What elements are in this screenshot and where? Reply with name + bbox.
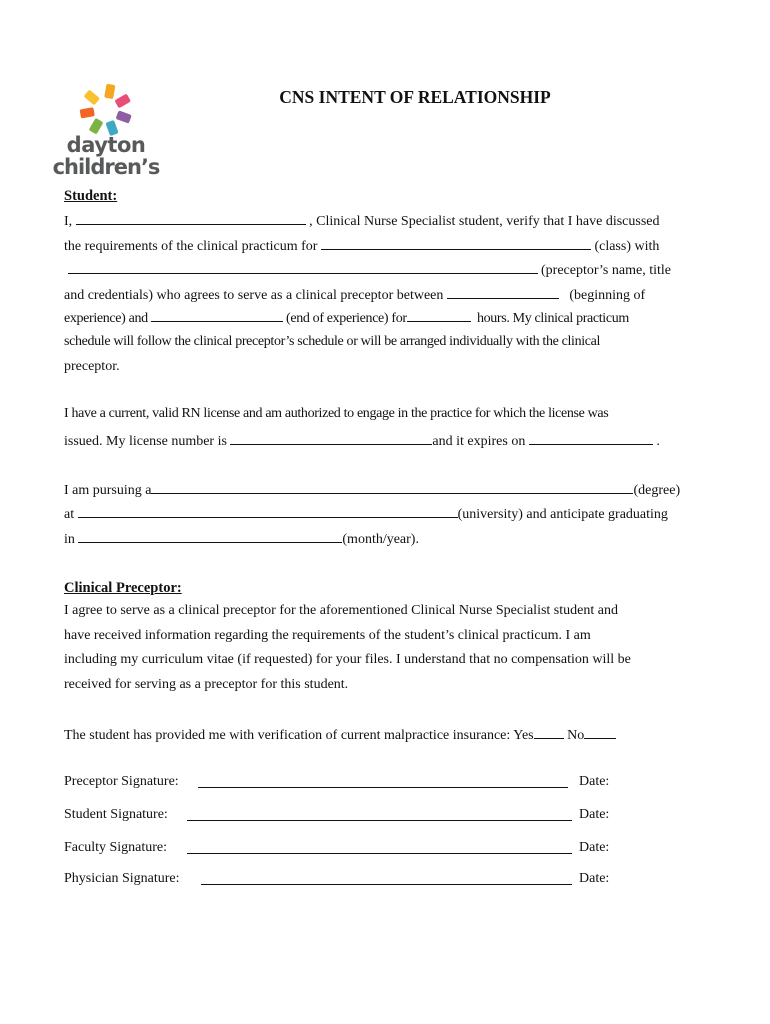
logo-line-2: children’s (52, 155, 160, 179)
logo-pinwheel-icon (78, 82, 134, 138)
malpractice-line (64, 726, 616, 744)
hours-field[interactable] (407, 309, 471, 322)
malpractice-no-field[interactable] (584, 726, 616, 739)
preceptor-line-2: have received information regarding the requirements of the student’s clinical practicum. I am (64, 628, 591, 643)
student-line-6: schedule will follow the clinical preceptor’s schedule or will be arranged individually with the clinical (64, 334, 601, 349)
preceptor-signature-label: Preceptor Signature: (64, 774, 179, 789)
text: . (652, 434, 660, 449)
student-heading: Student: (64, 188, 118, 204)
text: (class) with (590, 239, 660, 254)
text: the requirements of the clinical practicum for (64, 239, 321, 254)
text: issued. My license number is (64, 434, 231, 449)
text: (university) and anticipate graduating (457, 507, 668, 522)
student-line-7: preceptor. (64, 359, 120, 374)
student-line-1 (64, 212, 659, 230)
preceptor-line-4: received for serving as a preceptor for this student. (64, 677, 349, 692)
university-field[interactable] (78, 505, 458, 518)
license-number-field[interactable] (230, 432, 432, 445)
preceptor-heading: Clinical Preceptor: (64, 580, 182, 596)
student-name-field[interactable] (76, 212, 306, 225)
page-title: CNS INTENT OF RELATIONSHIP (279, 87, 551, 107)
faculty-signature-label: Faculty Signature: (64, 840, 168, 855)
preceptor-signature-field[interactable] (198, 775, 568, 788)
preceptor-line-1: I agree to serve as a clinical preceptor for the aforementioned Clinical Nurse Specialist student and (64, 603, 618, 618)
faculty-date-label: Date: (579, 840, 610, 855)
student-line-3 (64, 261, 671, 279)
text: (end of experience) for (282, 311, 407, 326)
text: No (563, 728, 585, 743)
text: (beginning of (558, 288, 646, 303)
faculty-signature-field[interactable] (187, 841, 572, 854)
class-field[interactable] (321, 237, 591, 250)
text: at (64, 507, 78, 522)
text: (month/year). (342, 532, 419, 547)
degree-field[interactable] (151, 481, 633, 494)
license-expiry-field[interactable] (529, 432, 653, 445)
text: (degree) (633, 483, 681, 498)
text: , Clinical Nurse Specialist student, verify that I have discussed (305, 214, 660, 229)
degree-line (64, 481, 680, 499)
graduation-date-field[interactable] (78, 530, 342, 543)
physician-date-label: Date: (579, 871, 610, 886)
text: (preceptor’s name, title (537, 263, 671, 278)
text: in (64, 532, 79, 547)
license-line-2 (64, 432, 660, 450)
logo-wordmark (50, 134, 162, 178)
student-line-5 (64, 309, 629, 327)
dayton-childrens-logo (50, 82, 162, 182)
malpractice-yes-field[interactable] (534, 726, 564, 739)
university-line (64, 505, 668, 523)
text: I, (64, 214, 73, 229)
student-signature-field[interactable] (187, 808, 572, 821)
text: I am pursuing a (64, 483, 152, 498)
student-signature-label: Student Signature: (64, 807, 168, 822)
text: and credentials) who agrees to serve as a clinical preceptor between (64, 288, 447, 303)
end-experience-field[interactable] (151, 309, 283, 322)
text: The student has provided me with verification of current malpractice insurance: Yes (64, 728, 534, 743)
license-line-1: I have a current, valid RN license and am authorized to engage in the practice for which the license was (64, 406, 609, 421)
student-date-label: Date: (579, 807, 610, 822)
logo-line-1: dayton (66, 133, 146, 157)
preceptor-date-label: Date: (579, 774, 610, 789)
preceptor-line-3: including my curriculum vitae (if requested) for your files. I understand that no compensation will be (64, 652, 631, 667)
beginning-experience-field[interactable] (447, 286, 559, 299)
graduation-line (64, 530, 419, 548)
text: experience) and (64, 311, 151, 326)
student-line-2 (64, 237, 659, 255)
physician-signature-field[interactable] (201, 872, 572, 885)
student-line-4 (64, 286, 645, 304)
physician-signature-label: Physician Signature: (64, 871, 180, 886)
text: and it expires on (432, 434, 529, 449)
text: hours. My clinical practicum (470, 311, 629, 326)
preceptor-name-field[interactable] (68, 261, 538, 274)
